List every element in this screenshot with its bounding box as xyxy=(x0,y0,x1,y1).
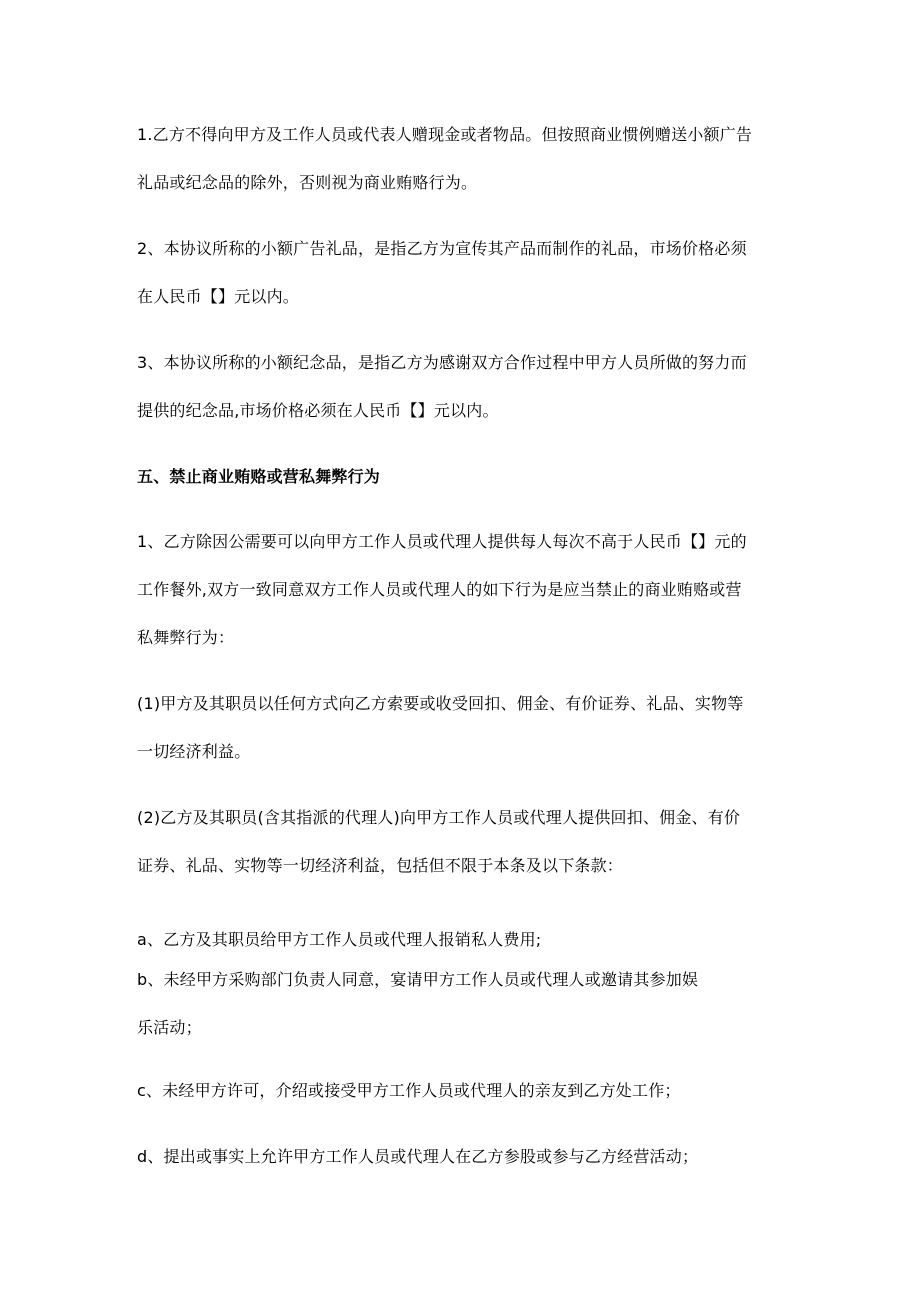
para1-line1: 1.乙方不得向甲方及工作人员或代表人赠现金或者物品。但按照商业惯例赠送小额广告 xyxy=(137,125,753,144)
para3-line2: 提供的纪念品,市场价格必须在人民币【】元以内。 xyxy=(137,401,499,420)
para4-line1: 1、乙方除因公需要可以向甲方工作人员或代理人提供每人每次不高于人民币【】元的 xyxy=(137,532,747,551)
item1-line1: (1)甲方及其职员以任何方式向乙方索要或收受回扣、佣金、有价证券、礼品、实物等 xyxy=(137,694,744,713)
item2-line2: 证券、礼品、实物等一切经济利益，包括但不限于本条及以下条款： xyxy=(137,856,624,875)
item2-line1: (2)乙方及其职员(含其指派的代理人)向甲方工作人员或代理人提供回扣、佣金、有价 xyxy=(137,808,741,827)
para2-line2: 在人民币【】元以内。 xyxy=(137,287,300,306)
section-heading: 五、禁止商业贿赂或营私舞弊行为 xyxy=(137,467,381,486)
sub-item-d: d、提出或事实上允许甲方工作人员或代理人在乙方参股或参与乙方经营活动； xyxy=(137,1147,699,1166)
para4-line3: 私舞弊行为： xyxy=(137,628,235,647)
sub-item-c: c、未经甲方许可，介绍或接受甲方工作人员或代理人的亲友到乙方处工作； xyxy=(137,1081,681,1100)
para4-line2: 工作餐外,双方一致同意双方工作人员或代理人的如下行为是应当禁止的商业贿赂或营 xyxy=(137,580,742,599)
para1-line2: 礼品或纪念品的除外，否则视为商业贿赂行为。 xyxy=(137,173,478,192)
para3-line1: 3、本协议所称的小额纪念品，是指乙方为感谢双方合作过程中甲方人员所做的努力而 xyxy=(137,353,747,372)
item1-line2: 一切经济利益。 xyxy=(137,742,251,761)
sub-item-b-line2: 乐活动； xyxy=(137,1018,202,1037)
sub-item-a: a、乙方及其职员给甲方工作人员或代理人报销私人费用; xyxy=(137,930,542,949)
sub-item-b-line1: b、未经甲方采购部门负责人同意，宴请甲方工作人员或代理人或邀请其参加娱 xyxy=(137,970,699,989)
para2-line1: 2、本协议所称的小额广告礼品，是指乙方为宣传其产品而制作的礼品，市场价格必须 xyxy=(137,239,747,258)
